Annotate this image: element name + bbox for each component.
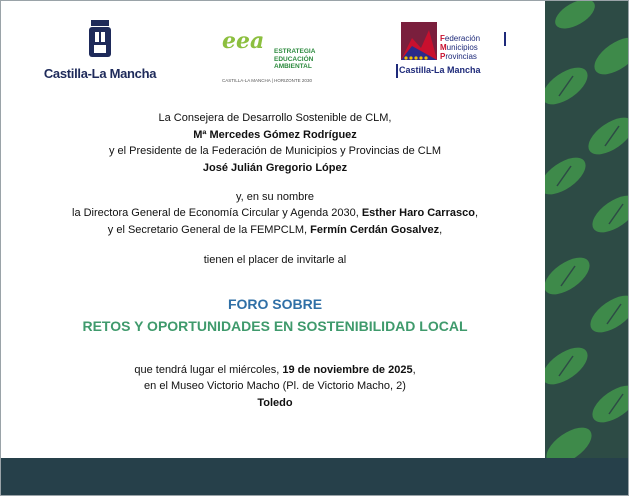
fempclm-word-2: Municipios [440, 43, 478, 52]
body-line-2: Mª Mercedes Gómez Rodríguez [193, 129, 357, 141]
body-line-4: José Julián Gregorio López [202, 162, 348, 174]
jccm-name: Castilla-La Mancha [43, 66, 157, 81]
eea-line-1: ESTRATEGIA [274, 48, 316, 55]
fempclm-region: Castilla-La Mancha [399, 65, 481, 75]
event-where: en el Museo Victorio Macho (Pl. de Victorio Macho, 2) [144, 380, 406, 392]
eea-line-3: AMBIENTAL [274, 63, 312, 70]
eea-subtitle: CASTILLA-LA MANCHA | HORIZONTE 2030 [222, 78, 312, 83]
event-title-1: FORO SOBRE [227, 296, 323, 312]
body-line-1: La Consejera de Desarrollo Sostenible de CLM, [158, 112, 392, 124]
eea-mark: eea [222, 28, 265, 54]
eea-line-2: EDUCACIÓN [274, 55, 314, 63]
body-line-6: la Directora General de Economía Circular y Agenda 2030, Esther Haro Carrasco, [72, 207, 478, 219]
fempclm-word-3: Provincias [440, 52, 477, 61]
event-city: Toledo [257, 397, 293, 409]
body-line-8: tienen el placer de invitarle al [203, 254, 347, 266]
body-line-5: y, en su nombre [235, 191, 315, 203]
fempclm-word-1: Federación [440, 34, 481, 43]
body-line-3: y el Presidente de la Federación de Municipios y Provincias de CLM [109, 145, 441, 157]
event-title-2: RETOS Y OPORTUNIDADES EN SOSTENIBILIDAD LOCAL [82, 318, 468, 334]
event-when: que tendrá lugar el miércoles, 19 de noviembre de 2025, [134, 364, 416, 376]
body-line-7: y el Secretario General de la FEMPCLM, Fermín Cerdán Gosalvez, [107, 224, 443, 236]
